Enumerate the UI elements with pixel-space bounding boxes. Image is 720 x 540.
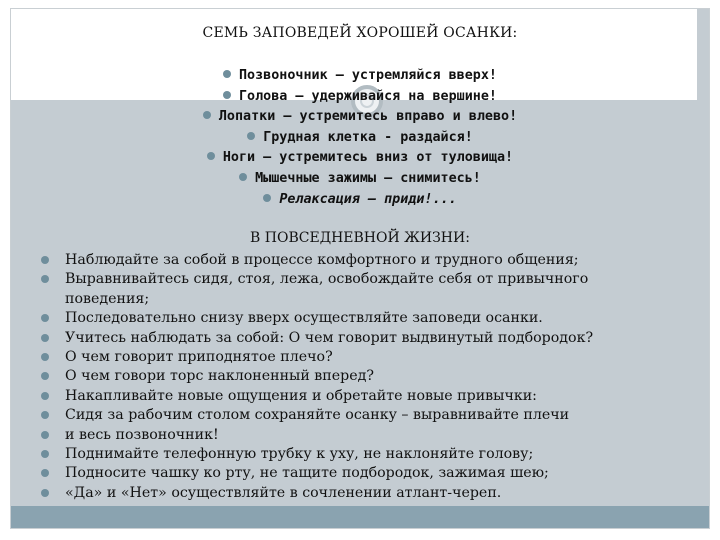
- list-item: Учитесь наблюдать за собой: О чем говорит выдвинутый подбородок?: [37, 329, 657, 348]
- list-item: О чем говори торс наклоненный вперед?: [37, 367, 657, 386]
- bullet-icon: [41, 314, 49, 322]
- bullet-icon: [263, 194, 271, 202]
- slide-title: СЕМЬ ЗАПОВЕДЕЙ ХОРОШЕЙ ОСАНКИ:: [202, 25, 518, 41]
- list-item: Позвоночник – устремляйся вверх!: [11, 66, 709, 87]
- bullet-icon: [41, 411, 49, 419]
- section-subtitle: В ПОВСЕДНЕВНОЙ ЖИЗНИ:: [250, 230, 470, 246]
- footer-bar: [11, 506, 709, 529]
- list-item: Лопатки – устремитесь вправо и влево!: [11, 107, 709, 128]
- list-item: Накапливайте новые ощущения и обретайте новые привычки:: [37, 387, 657, 406]
- bullet-icon: [239, 173, 247, 181]
- list-item: Грудная клетка - раздайся!: [11, 128, 709, 149]
- commandments-list: [11, 66, 709, 210]
- list-item: Подносите чашку ко рту, не тащите подбородок, зажимая шею;: [37, 464, 657, 483]
- list-item: Выравнивайтесь сидя, стоя, лежа, освобождайте себя от привычного поведения;: [37, 270, 657, 309]
- bullet-icon: [223, 70, 231, 78]
- list-item: Наблюдайте за собой в процессе комфортного и трудного общения;: [37, 251, 657, 270]
- list-item: Сидя за рабочим столом сохраняйте осанку – выравнивайте плечи: [37, 406, 657, 425]
- list-item: Мышечные зажимы – снимитесь!: [11, 169, 709, 190]
- list-item: О чем говорит приподнятое плечо?: [37, 348, 657, 367]
- list-item: Релаксация – приди!...: [11, 190, 709, 211]
- list-item: Ноги – устремитесь вниз от туловища!: [11, 148, 709, 169]
- bullet-icon: [41, 450, 49, 458]
- bullet-icon: [41, 469, 49, 477]
- bullet-icon: [223, 91, 231, 99]
- slide: [10, 8, 710, 529]
- tips-list: [37, 251, 657, 503]
- bullet-icon: [41, 392, 49, 400]
- list-item: «Да» и «Нет» осуществляйте в сочленении атлант-череп.: [37, 484, 657, 503]
- bullet-icon: [41, 372, 49, 380]
- bullet-icon: [41, 353, 49, 361]
- bullet-icon: [41, 334, 49, 342]
- bullet-icon: [41, 275, 49, 283]
- list-item: Последовательно снизу вверх осуществляйте заповеди осанки.: [37, 309, 657, 328]
- list-item: и весь позвоночник!: [37, 426, 657, 445]
- bullet-icon: [41, 256, 49, 264]
- bullet-icon: [41, 489, 49, 497]
- list-item: Поднимайте телефонную трубку к уху, не наклоняйте голову;: [37, 445, 657, 464]
- list-item: Голова – удерживайся на вершине!: [11, 87, 709, 108]
- bullet-icon: [41, 431, 49, 439]
- bullet-icon: [207, 152, 215, 160]
- bullet-icon: [247, 132, 255, 140]
- bullet-icon: [203, 111, 211, 119]
